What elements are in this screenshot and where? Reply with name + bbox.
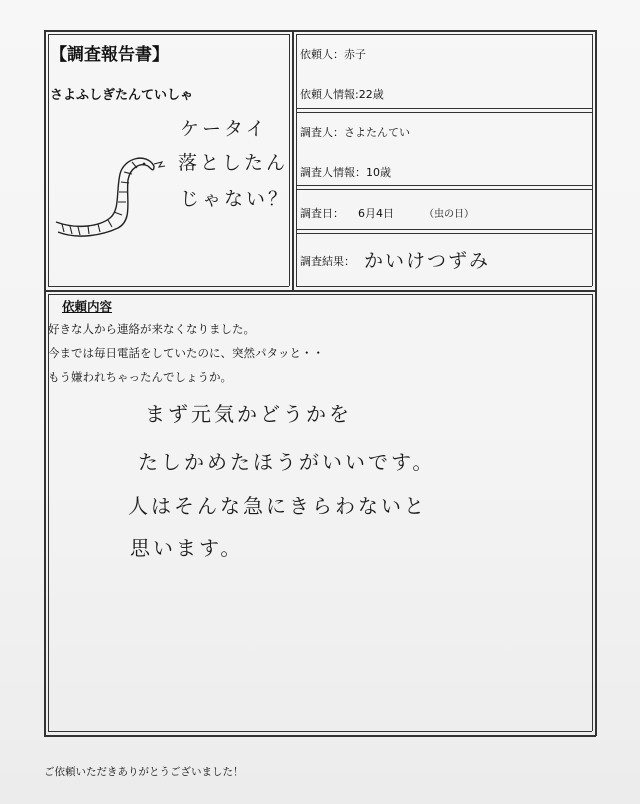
left-box-top [48,34,289,35]
lower-box-bottom [48,731,592,732]
right-box-left [296,34,297,286]
frame-top [44,30,596,32]
left-box-right [289,34,290,286]
lower-box-top [48,294,592,295]
header-divider [292,30,294,290]
lower-box-right [592,294,593,731]
date-note: （虫の日） [424,209,474,220]
date-value: 6月4日 [358,207,394,220]
doodle-text-line-1: ケータイ [180,118,268,140]
answer-line-2: たしかめたほうがいいです。 [138,450,436,474]
client-info-field: 依頼人情報:22歳 [300,88,384,101]
frame-right [595,30,597,736]
answer-line-1: まず元気かどうかを [145,402,352,426]
investigator-field: 調査人：さよたんてい [300,126,410,139]
date-label: 調査日： [300,207,344,220]
doodle-text-line-3: じゃない？ [180,188,291,210]
right-box-right [592,34,593,286]
result-label: 調査結果： [300,255,355,268]
client-field: 依頼人：赤子 [300,48,366,61]
investigator-info-field: 調査人情報：10歳 [300,166,391,179]
right-row-line-2 [296,112,592,113]
right-box-bottom [296,286,592,287]
snake-doodle [48,140,198,270]
request-line-2: 今までは毎日電話をしていたのに、突然パタッと・・ [48,346,324,360]
request-heading: 依頼内容 [62,299,113,314]
answer-line-4: 思います。 [130,536,244,560]
right-row-line-1 [296,108,592,109]
result-value: かいけつずみ [364,250,491,272]
report-title: 【調査報告書】 [50,45,169,65]
right-row-line-4 [296,189,592,190]
left-box-bottom [48,286,289,287]
frame-left [44,30,46,736]
agency-name: さよふしぎたんていしゃ [50,88,194,103]
right-box-top [296,34,592,35]
request-line-3: もう嫌われちゃったんでしょうか。 [48,370,232,384]
request-line-1: 好きな人から連絡が来なくなりました。 [48,322,255,336]
right-row-line-6 [296,233,592,234]
frame-bottom [44,735,596,737]
right-row-line-3 [296,185,592,186]
doodle-text-line-2: 落としたん [178,152,289,174]
answer-line-3: 人はそんな急にきらわないと [128,494,427,518]
right-row-line-5 [296,229,592,230]
footer-thanks: ご依頼いただきありがとうございました！ [44,766,244,778]
section-divider [44,290,596,292]
